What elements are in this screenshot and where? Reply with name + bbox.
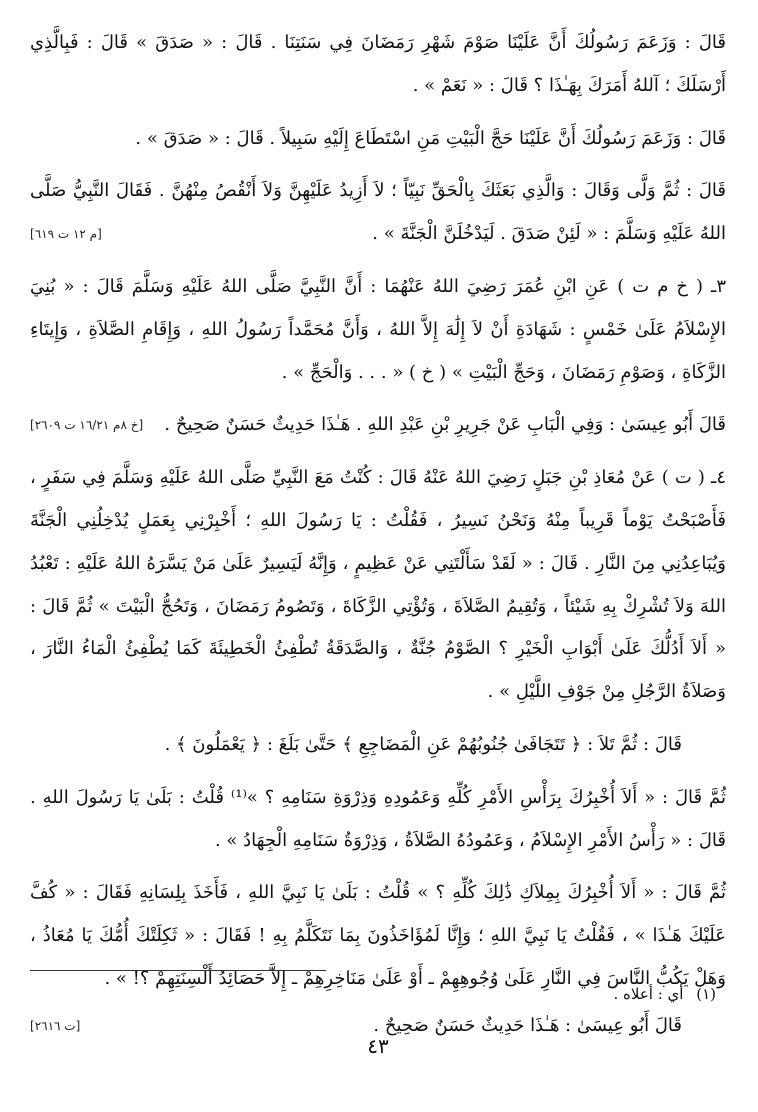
paragraph-2 [30,118,726,161]
hadith-4 [30,457,726,714]
paragraph-text: ٣ـ ( خ م ت ) عَنِ ابْنِ عُمَرَ رَضِيَ اللهُ عَنْهُمَا : أَنَّ النَّبِيَّ صَلَّى اللهُ عَلَيْهِ وَسَلَّمَ قَالَ : « بُنِيَ الإِسْلاَمُ عَلَىٰ خَمْسٍ : شَهَادَةِ أَنْ لاَ إِلَٰهَ إِلاَّ اللهُ ، وَأَنَّ مُحَمَّداً رَسُولُ اللهِ ، وَإِقَامِ الصَّلاَةِ ، وَإِيتَاءِ الزَّكَاةِ ، وَصَوْمِ رَمَضَانَ ، وَحَجِّ الْبَيْتِ » ( خ ) « . . . وَالْحَجِّ » . [30,275,726,383]
document-page [30,22,726,1092]
source-reference: [م ١٢ ت ٦١٩] [30,227,102,242]
paragraph-text: قَالَ : ثُمَّ وَلَّى وَقَالَ : وَالَّذِي بَعَثَكَ بِالْحَقِّ نَبِيّاً ؛ لاَ أَزِيدُ عَلَيْهِنَّ وَلاَ أَنْقُصُ مِنْهُنَّ . فَقَالَ النَّبِيُّ صَلَّى اللهُ عَلَيْهِ وَسَلَّمَ : « لَئِنْ صَدَقَ . لَيَدْخُلَنَّ الْجَنَّةَ » . [30,180,726,245]
paragraph-text: ٤ـ ( ت ) عَنْ مُعَاذِ بْنِ جَبَلٍ رَضِيَ اللهُ عَنْهُ قَالَ : كُنْتُ مَعَ النَّبِيِّ صَلَّى اللهُ عَلَيْهِ وَسَلَّمَ فِي سَفَرٍ ، فَأَصْبَحْتُ يَوْماً قَرِيباً مِنْهُ وَنَحْنُ نَسِيرُ ، فَقُلْتُ : يَا رَسُولَ اللهِ ؛ أَخْبِرْنِي بِعَمَلٍ يُدْخِلُنِي الْجَنَّةَ وَيُبَاعِدُنِي مِنَ النَّارِ . قَالَ : « لَقَدْ سَأَلْتَنِي عَنْ عَظِيمٍ ، وَإِنَّهُ لَيَسِيرٌ عَلَىٰ مَنْ يَسَّرَهُ اللهُ عَلَيْهِ : تَعْبُدُ اللهَ وَلاَ تُشْرِكْ بِهِ شَيْئاً ، وَتُقِيمُ الصَّلاَةَ ، وَتُؤْتِي الزَّكَاةَ ، وَتَصُومُ رَمَضَانَ ، وَتَحُجُّ الْبَيْتَ » ثُمَّ قَالَ : « أَلاَ أَدُلُّكَ عَلَىٰ أَبْوَابِ الْخَيْرِ ؟ الصَّوْمُ جُنَّةٌ ، وَالصَّدَقَةُ تُطْفِئُ الْخَطِيئَةَ كَمَا يُطْفِئُ الْمَاءُ النَّارَ ، وَصَلاَةُ الرَّجُلِ مِنْ جَوْفِ اللَّيْلِ » . [30,467,726,703]
hadith-3 [30,266,726,394]
paragraph-recitation [30,724,726,767]
paragraph-text: قَالَ أَبُو عِيسَىٰ : هَـٰذَا حَدِيثٌ حَسَنٌ صَحِيحٌ . [373,1014,682,1036]
paragraph-text: قَالَ : وَزَعَمَ رَسُولُكَ أَنَّ عَلَيْنَا حَجَّ الْبَيْتِ مَنِ اسْتَطَاعَ إِلَيْهِ سَبِيلاً . قَالَ : « صَدَقَ » . [135,127,726,149]
paragraph-3 [30,170,726,256]
source-reference: [ت ٢٦١٦] [30,1018,81,1033]
main-text [30,22,726,1047]
footnote-text: أي : أعلاه . [613,985,684,1003]
paragraph-text: قَالَ أَبُو عِيسَىٰ : وَفِي الْبَابِ عَنْ جَرِيرِ بْنِ عَبْدِ اللهِ . هَـٰذَا حَدِيثٌ حَسَنٌ صَحِيحٌ . [164,414,726,436]
footnote-number: (١) [696,985,716,1003]
footnote-divider [30,970,326,971]
footnote [30,982,726,1006]
source-reference: [خ ٨م ١٦/٢١ ت ٢٦٠٩] [30,418,144,433]
paragraph-head-of-matter [30,777,726,863]
paragraph-text: ثُمَّ قَالَ : « أَلاَ أُخْبِرُكَ بِمِلاَكِ ذَٰلِكَ كُلِّهِ ؟ » قُلْتُ : بَلَىٰ يَا نَبِيَّ اللهِ ، فَأَخَذَ بِلِسَانِهِ فَقَالَ : « كُفَّ عَلَيْكَ هَـٰذَا » ، فَقُلْتُ يَا نَبِيَّ اللهِ ؛ وَإِنَّا لَمُؤَاخَذُونَ بِمَا نَتَكَلَّمُ بِهِ ! فَقَالَ : « ثَكِلَتْكَ أُمُّكَ يَا مُعَاذُ ، وَهَلْ يَكُبُّ النَّاسَ فِي النَّارِ عَلَىٰ وُجُوهِهِمْ ـ أَوْ عَلَىٰ مَنَاخِرِهِمْ ـ إِلاَّ حَصَائِدُ أَلْسِنَتِهِمْ ؟! » . [30,882,727,989]
paragraph-text: قَالَ : وَزَعَمَ رَسُولُكَ أَنَّ عَلَيْنَا صَوْمَ شَهْرِ رَمَضَانَ فِي سَنَتِنَا . قَالَ : « صَدَقَ » قَالَ : فَبِالَّذِي أَرْسَلَكَ ؛ آللهُ أَمَرَكَ بِهَـٰذَا ؟ قَالَ : « نَعَمْ » . [30,32,726,96]
page-number: ٤٣ [367,1034,389,1058]
paragraph-abu-isa-1 [30,404,726,447]
paragraph-text: ثُمَّ قَالَ : « أَلاَ أُخْبِرُكَ بِرَأْسِ الأَمْرِ كُلِّهِ وَعَمُودِهِ وَذِرْوَةِ سَنَامِهِ ؟ »⁽¹⁾ قُلْتُ : بَلَىٰ يَا رَسُولَ اللهِ . قَالَ : « رَأْسُ الأَمْرِ الإِسْلاَمُ ، وَعَمُودُهُ الصَّلاَةُ ، وَذِرْوَةُ سَنَامِهِ الْجِهَادُ » . [30,786,726,851]
paragraph-text: قَالَ : ثُمَّ تَلاَ : ﴿ تَتَجَافَىٰ جُنُوبُهُمْ عَنِ الْمَضَاجِعِ ﴾ حَتَّىٰ بَلَغَ : ﴿ يَعْمَلُونَ ﴾ . [164,733,682,755]
paragraph-1 [30,22,726,108]
